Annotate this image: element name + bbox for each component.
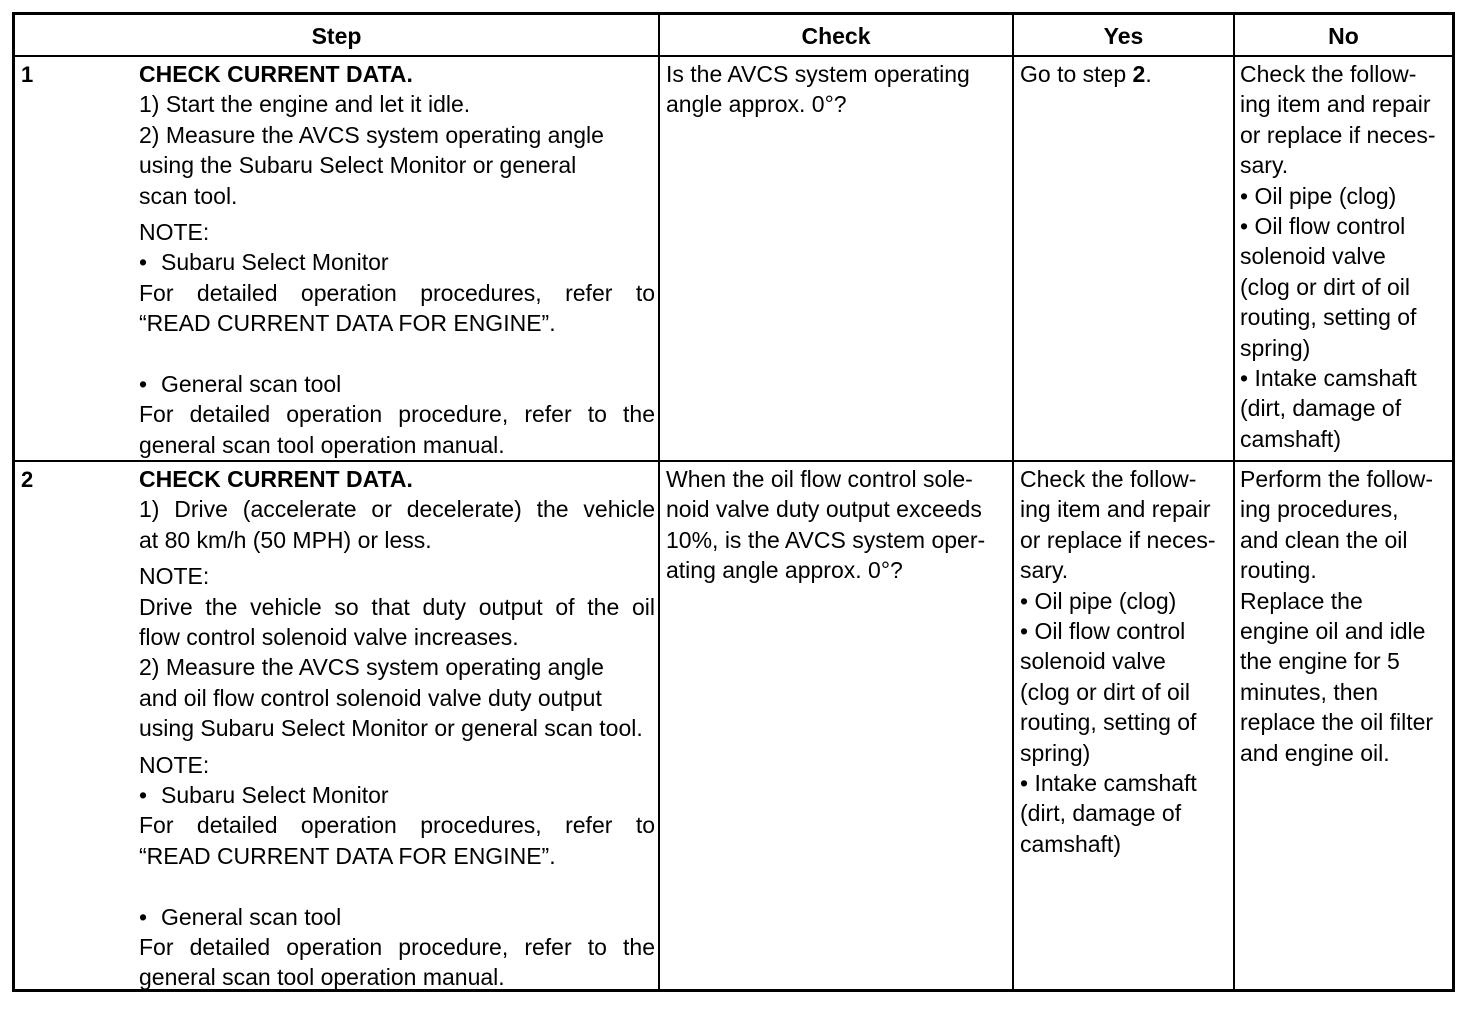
check-line: angle approx. 0°? bbox=[666, 91, 847, 118]
yes-line: camshaft) bbox=[1020, 830, 1121, 857]
step-title: CHECK CURRENT DATA. bbox=[139, 61, 413, 87]
no-line: and engine oil. bbox=[1240, 739, 1390, 766]
bullet-item: • Subaru Select Monitor bbox=[139, 780, 655, 810]
step-cell-1 bbox=[139, 59, 655, 460]
check-cell-2 bbox=[666, 464, 1011, 586]
no-line: and clean the oil bbox=[1240, 526, 1408, 553]
no-line: sary. bbox=[1240, 152, 1289, 179]
step-line: 2) Measure the AVCS system operating angle bbox=[139, 121, 604, 148]
yes-line: or replace if neces- bbox=[1020, 526, 1216, 553]
step-reference: 2 bbox=[1132, 61, 1146, 87]
no-line: routing, setting of bbox=[1240, 304, 1417, 331]
yes-line: spring) bbox=[1020, 739, 1091, 766]
row-divider bbox=[15, 460, 1452, 462]
header-check: Check bbox=[801, 23, 871, 49]
no-line: Replace the bbox=[1240, 587, 1363, 614]
yes-cell-1 bbox=[1020, 59, 1232, 89]
no-line: replace the oil filter bbox=[1240, 709, 1434, 736]
yes-line: ing item and repair bbox=[1020, 496, 1211, 523]
step-line: “READ CURRENT DATA FOR ENGINE”. bbox=[139, 310, 556, 337]
step-line: “READ CURRENT DATA FOR ENGINE”. bbox=[139, 842, 556, 869]
step-title: CHECK CURRENT DATA. bbox=[139, 466, 413, 492]
header-step: Step bbox=[311, 23, 362, 49]
no-line: engine oil and idle bbox=[1240, 618, 1426, 645]
step-line: using Subaru Select Monitor or general scan tool. bbox=[139, 715, 643, 742]
step-line: 1) Start the engine and let it idle. bbox=[139, 91, 471, 118]
no-line: (clog or dirt of oil bbox=[1240, 273, 1411, 300]
no-line: camshaft) bbox=[1240, 425, 1341, 452]
diagnostic-table bbox=[12, 12, 1455, 992]
step-line: For detailed operation procedure, refer to the bbox=[139, 934, 655, 961]
step-line: For detailed operation procedures, refer to bbox=[139, 812, 655, 839]
yes-line: • Oil flow control bbox=[1020, 618, 1186, 645]
header-yes: Yes bbox=[1103, 23, 1144, 49]
no-line: • Intake camshaft bbox=[1240, 365, 1417, 392]
check-line: ating angle approx. 0°? bbox=[666, 557, 903, 584]
yes-cell-2 bbox=[1020, 464, 1232, 859]
row-divider bbox=[15, 55, 1452, 57]
step-line: For detailed operation procedure, refer to the bbox=[139, 401, 655, 428]
yes-line: (clog or dirt of oil bbox=[1020, 678, 1191, 705]
step-line: general scan tool operation manual. bbox=[139, 964, 505, 991]
yes-line: sary. bbox=[1020, 557, 1069, 584]
no-line: • Oil flow control bbox=[1240, 213, 1406, 240]
no-line: • Oil pipe (clog) bbox=[1240, 182, 1397, 209]
step-line: at 80 km/h (50 MPH) or less. bbox=[139, 526, 432, 553]
check-line: When the oil flow control sole- bbox=[666, 466, 973, 492]
header-no: No bbox=[1328, 23, 1359, 49]
no-line: ing item and repair bbox=[1240, 91, 1431, 118]
column-divider bbox=[658, 15, 660, 989]
no-line: Check the follow- bbox=[1240, 61, 1417, 87]
no-cell-1 bbox=[1240, 59, 1452, 454]
no-line: ing procedures, bbox=[1240, 496, 1399, 523]
step-line: scan tool. bbox=[139, 182, 238, 209]
step-cell-2 bbox=[139, 464, 655, 993]
column-divider bbox=[1012, 15, 1014, 989]
bullet-item: • General scan tool bbox=[139, 369, 655, 399]
step-line: 2) Measure the AVCS system operating angle bbox=[139, 654, 604, 681]
step-line: For detailed operation procedures, refer to bbox=[139, 279, 655, 306]
yes-line: • Oil pipe (clog) bbox=[1020, 587, 1177, 614]
step-line: general scan tool operation manual. bbox=[139, 431, 505, 458]
no-cell-2 bbox=[1240, 464, 1452, 768]
yes-line: • Intake camshaft bbox=[1020, 770, 1197, 797]
step-line: flow control solenoid valve increases. bbox=[139, 624, 519, 651]
check-line: Is the AVCS system operating bbox=[666, 61, 970, 87]
bullet-item: • Subaru Select Monitor bbox=[139, 247, 655, 277]
note-label: NOTE: bbox=[139, 563, 210, 590]
step-line: and oil flow control solenoid valve duty output bbox=[139, 684, 602, 711]
no-line: (dirt, damage of bbox=[1240, 395, 1402, 422]
note-label: NOTE: bbox=[139, 219, 210, 246]
check-line: 10%, is the AVCS system oper- bbox=[666, 526, 986, 553]
no-line: spring) bbox=[1240, 334, 1311, 361]
yes-line: routing, setting of bbox=[1020, 709, 1197, 736]
no-line: routing. bbox=[1240, 557, 1317, 584]
column-divider bbox=[1233, 15, 1235, 989]
no-line: or replace if neces- bbox=[1240, 121, 1436, 148]
step-line: 1) Drive (accelerate or decelerate) the vehicle bbox=[139, 496, 655, 523]
yes-line: Check the follow- bbox=[1020, 466, 1197, 492]
yes-line: solenoid valve bbox=[1020, 648, 1166, 675]
bullet-item: • General scan tool bbox=[139, 902, 655, 932]
step-number-2: 2 bbox=[21, 467, 34, 492]
yes-line: (dirt, damage of bbox=[1020, 800, 1182, 827]
step-number-1: 1 bbox=[21, 62, 34, 87]
no-line: Perform the follow- bbox=[1240, 466, 1434, 492]
check-line: noid valve duty output exceeds bbox=[666, 496, 982, 523]
step-line: Drive the vehicle so that duty output of the oil bbox=[139, 593, 655, 620]
yes-line: Go to step 2. bbox=[1020, 61, 1152, 87]
note-label: NOTE: bbox=[139, 751, 210, 778]
no-line: the engine for 5 bbox=[1240, 648, 1400, 675]
check-cell-1 bbox=[666, 59, 1011, 120]
no-line: minutes, then bbox=[1240, 678, 1379, 705]
step-line: using the Subaru Select Monitor or general bbox=[139, 152, 577, 179]
no-line: solenoid valve bbox=[1240, 243, 1386, 270]
